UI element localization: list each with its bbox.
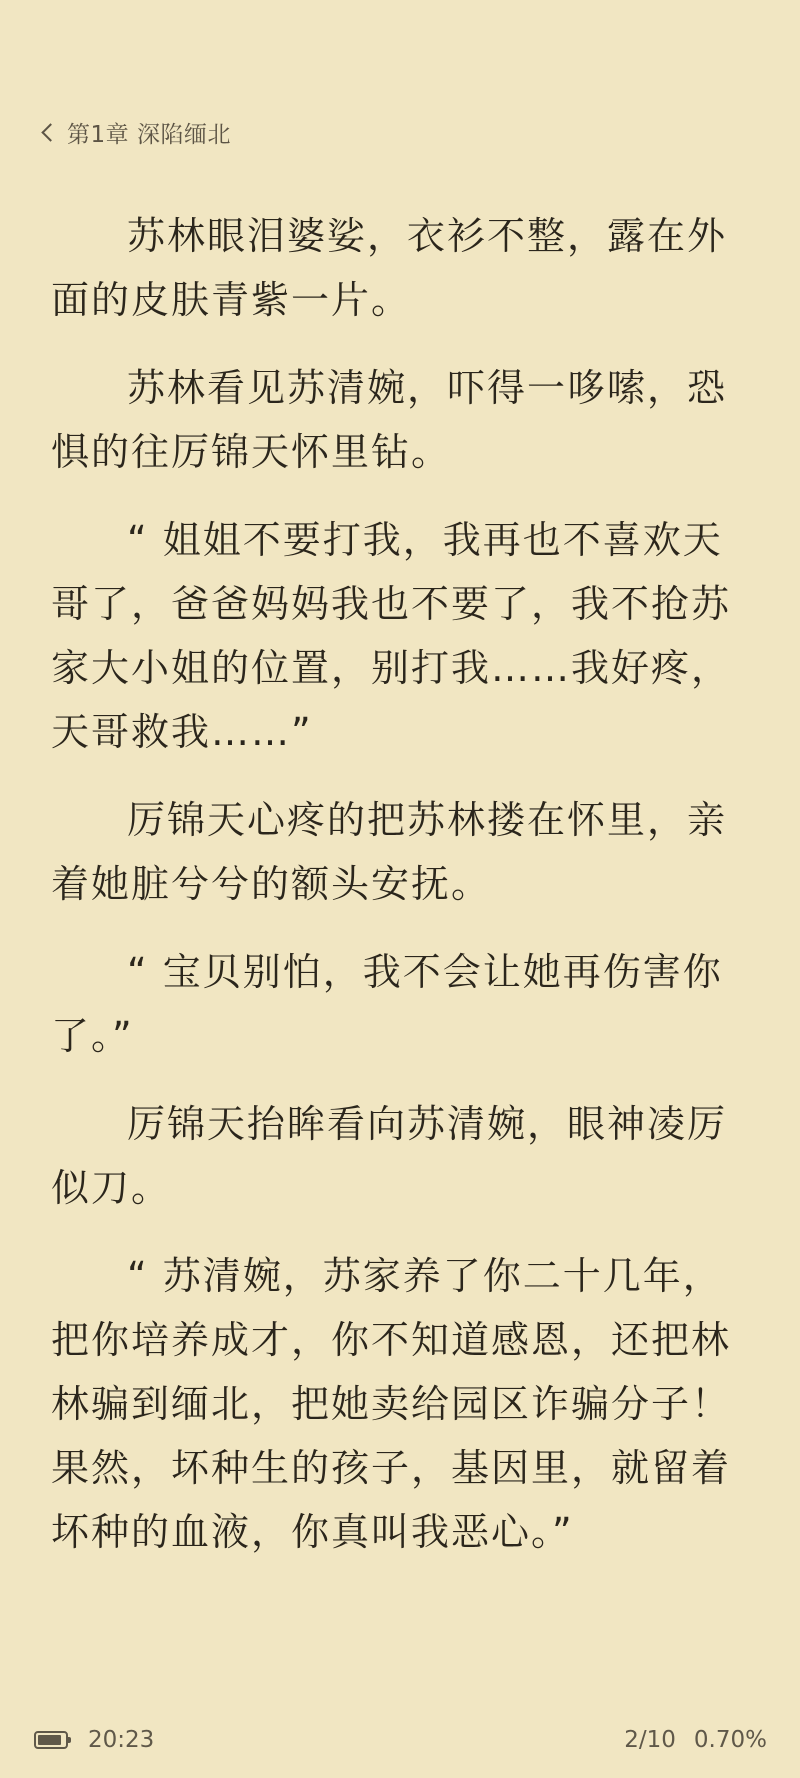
chevron-left-icon[interactable] [41, 123, 59, 141]
paragraph: 厉锦天抬眸看向苏清婉，眼神凌厉似刀。 [51, 1102, 728, 1210]
paragraph: “ 苏清婉，苏家养了你二十几年，把你培养成才，你不知道感恩，还把林林骗到缅北，把她卖给园区诈骗分子！果然，坏种生的孩子，基因里，就留着坏种的血液，你真叫我恶心。” [51, 1254, 732, 1554]
paragraph: 厉锦天心疼的把苏林搂在怀里，亲着她脏兮兮的额头安抚。 [51, 798, 728, 906]
reading-progress: 0.70% [693, 1727, 767, 1753]
paragraph: “ 姐姐不要打我，我再也不喜欢天哥了，爸爸妈妈我也不要了，我不抢苏家大小姐的位置，别打我……我好疼，天哥救我……” [51, 518, 732, 754]
paragraph: 苏林看见苏清婉，吓得一哆嗦，恐惧的往厉锦天怀里钻。 [51, 366, 728, 474]
page-number: 2/10 [624, 1727, 676, 1753]
clock-time: 20:23 [88, 1727, 155, 1753]
chapter-header[interactable] [44, 114, 231, 150]
paragraph: “ 宝贝别怕，我不会让她再伤害你了。” [51, 950, 723, 1058]
reading-content [51, 204, 761, 1588]
status-footer [0, 1725, 800, 1757]
chapter-title[interactable]: 第1章 深陷缅北 [67, 121, 231, 148]
battery-icon [34, 1731, 68, 1749]
paragraph: 苏林眼泪婆娑，衣衫不整，露在外面的皮肤青紫一片。 [51, 214, 728, 322]
battery-fill [38, 1735, 61, 1745]
page-info [624, 1727, 767, 1753]
